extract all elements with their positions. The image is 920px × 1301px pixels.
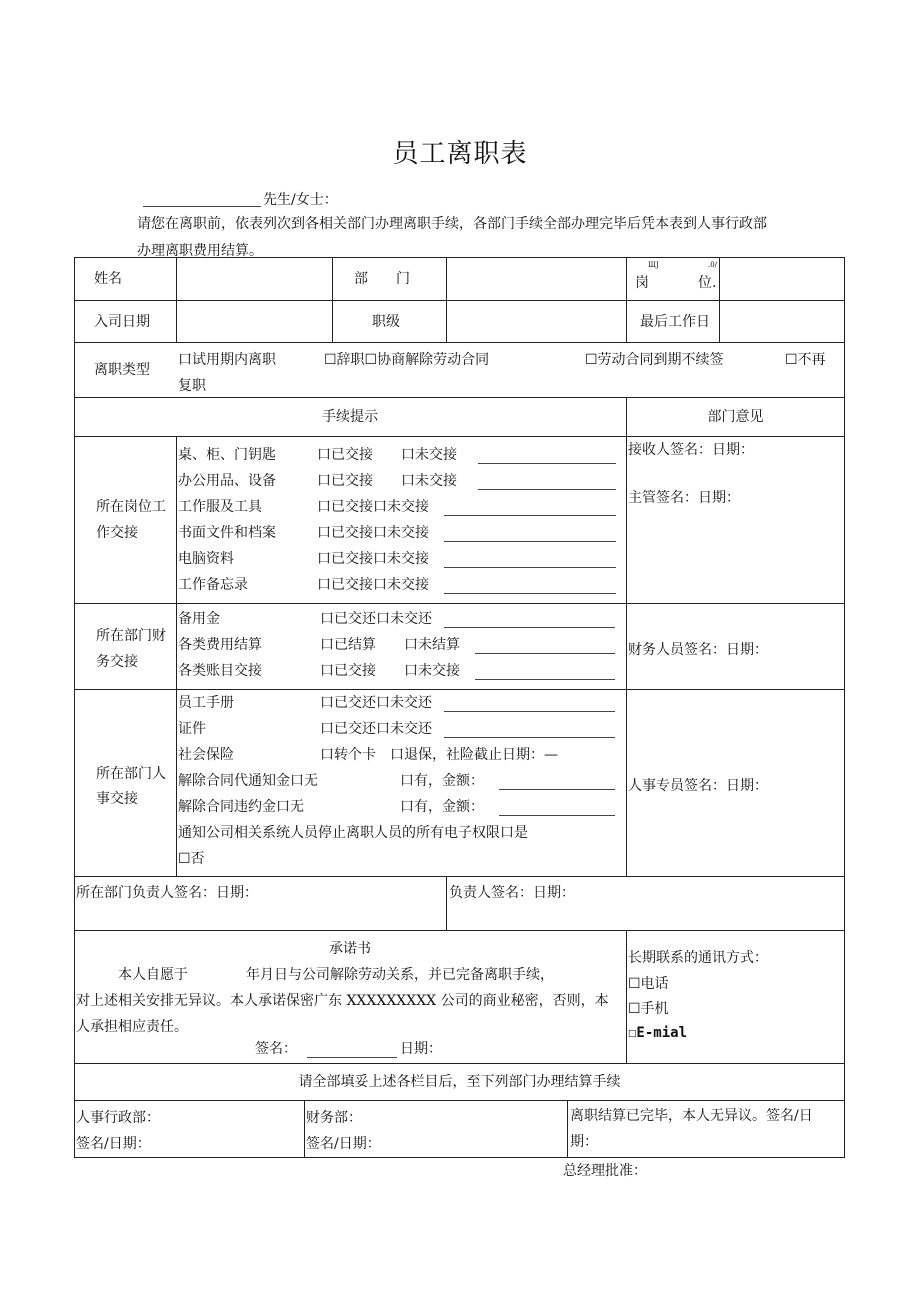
commitment-date-label: 日期： (400, 1041, 442, 1057)
list-item-status[interactable]: 口已交接口未交接 (317, 551, 429, 567)
list-item-status[interactable]: 口已交接口未交接 (317, 525, 429, 541)
list-item-status[interactable]: 口已交还口未交还 (320, 611, 432, 627)
sec2-label-a: 所在部门财 (96, 628, 166, 644)
hr-admin-title: 人事行政部： (76, 1110, 160, 1126)
list-item-name: 电脑资料 (178, 551, 234, 567)
notice-pay-amount[interactable] (499, 772, 615, 790)
revoke-access-text[interactable]: 通知公司相关系统人员停止离职人员的所有电子权限口是 (178, 825, 528, 841)
receiver-signature: 接收人签名：日期： (628, 442, 754, 458)
position-mark-1: ШJ (648, 261, 659, 269)
list-item-blank[interactable] (444, 576, 616, 594)
settlement-confirm: 离职结算已完毕，本人无异议。签名/日 (570, 1108, 813, 1124)
notice-pay-label[interactable]: 解除合同代通知金口无 (178, 773, 318, 789)
manual-blank[interactable] (444, 694, 615, 712)
list-item-blank[interactable] (444, 524, 616, 542)
name-label: 姓名 (94, 271, 122, 287)
option-contract-expire[interactable]: ☐劳动合同到期不续签 (585, 352, 724, 368)
certificate-blank[interactable] (444, 720, 615, 738)
commitment-title: 承诺书 (329, 941, 371, 957)
sec1-label-b: 作交接 (96, 525, 138, 541)
notice-pay-status[interactable]: 口有，金额： (400, 773, 484, 789)
department-field[interactable] (447, 258, 626, 300)
penalty-amount[interactable] (499, 798, 615, 816)
list-item-status[interactable]: 口已交接 口未交接 (320, 663, 460, 679)
list-item-blank[interactable] (444, 498, 616, 516)
revoke-access-no[interactable]: ☐否 (178, 851, 205, 867)
list-item-name: 备用金 (178, 611, 220, 627)
list-item-blank[interactable] (444, 610, 615, 628)
social-insurance-status[interactable]: 口转个卡 口退保，社险截止日期：— (320, 747, 558, 763)
list-item-name: 桌、柜、门钥匙 (178, 447, 276, 463)
commitment-line-3: 人承担相应责任。 (76, 1019, 188, 1035)
list-item-blank[interactable] (475, 662, 615, 680)
sec1-label-a: 所在岗位工 (96, 499, 166, 515)
option-no-rehire[interactable]: ☐不再 (785, 352, 826, 368)
sec3-label-b: 事交接 (96, 791, 138, 807)
exit-form-table (74, 257, 845, 1158)
commitment-line-1b: 年月日与公司解除劳动关系，并已完备离职手续， (246, 967, 554, 983)
list-item-status[interactable]: 口已交接 口未交接 (317, 473, 457, 489)
intro-line-2: 办理离职费用结算。 (137, 243, 263, 259)
list-item-name: 各类费用结算 (178, 637, 262, 653)
commitment-sign-blank[interactable] (307, 1040, 397, 1058)
list-item-name: 办公用品、设备 (178, 473, 276, 489)
contact-phone[interactable]: ☐电话 (628, 976, 669, 992)
commitment-sign-label: 签名： (255, 1041, 297, 1057)
commitment-line-1a: 本人自愿于 (118, 967, 188, 983)
exit-type-label: 离职类型 (94, 362, 150, 378)
last-workday-field[interactable] (720, 301, 844, 342)
list-item-name: 各类账目交接 (178, 663, 262, 679)
contact-email[interactable]: ☐E-mial (628, 1025, 688, 1041)
gm-approval: 总经理批准： (563, 1163, 647, 1179)
level-field[interactable] (447, 301, 626, 342)
finance-dept-title: 财务部： (306, 1110, 362, 1126)
certificate-status[interactable]: 口已交还口未交还 (320, 721, 432, 737)
certificate-label: 证件 (178, 721, 206, 737)
position-field[interactable] (720, 258, 844, 300)
level-label: 职级 (372, 314, 400, 330)
list-item-name: 工作备忘录 (178, 577, 248, 593)
finance-signature: 财务人员签名：日期： (628, 642, 768, 658)
manual-status[interactable]: 口已交还口未交还 (320, 695, 432, 711)
settlement-confirm-cont: 期： (570, 1134, 598, 1150)
join-date-label: 入司日期 (94, 314, 150, 330)
name-blank[interactable] (143, 206, 261, 207)
option-resign-negotiate[interactable]: ☐辞职☐协商解除劳动合同 (324, 352, 490, 368)
finance-dept-sign: 签名/日期： (306, 1136, 381, 1152)
list-item-blank[interactable] (444, 550, 616, 568)
sec2-label-b: 务交接 (96, 654, 138, 670)
list-item-blank[interactable] (478, 446, 616, 464)
social-insurance-label: 社会保险 (178, 747, 234, 763)
supervisor-signature: 主管签名：日期： (628, 490, 740, 506)
penalty-status[interactable]: 口有，金额： (400, 799, 484, 815)
position-label-b: 位. (698, 275, 717, 291)
list-item-blank[interactable] (475, 636, 615, 654)
list-item-status[interactable]: 口已结算 口未结算 (320, 637, 460, 653)
contact-title: 长期联系的通讯方式： (628, 950, 768, 966)
position-mark-2: .0/ (708, 261, 718, 269)
position-label-a: 岗 (635, 275, 649, 291)
list-item-status[interactable]: 口已交接口未交接 (317, 577, 429, 593)
head-signature: 负责人签名：日期： (449, 885, 575, 901)
option-no-rehire-cont: 复职 (178, 378, 206, 394)
sec3-label-a: 所在部门人 (96, 766, 166, 782)
option-trial-period[interactable]: 口试用期内离职 (178, 352, 276, 368)
list-item-status[interactable]: 口已交接口未交接 (317, 499, 429, 515)
greeting: 先生/女士： (263, 192, 338, 208)
list-item-blank[interactable] (478, 472, 616, 490)
page-title: 员工离职表 (392, 139, 528, 169)
list-item-name: 书面文件和档案 (178, 525, 276, 541)
procedures-header: 手续提示 (322, 409, 378, 425)
contact-mobile[interactable]: ☐手机 (628, 1001, 669, 1017)
list-item-status[interactable]: 口已交接 口未交接 (317, 447, 457, 463)
penalty-label[interactable]: 解除合同违约金口无 (178, 799, 304, 815)
list-item-name: 工作服及工具 (178, 499, 262, 515)
join-date-field[interactable] (177, 301, 332, 342)
manual-label: 员工手册 (178, 695, 234, 711)
department-label: 部 门 (354, 271, 410, 287)
name-field[interactable] (177, 258, 332, 300)
opinion-header: 部门意见 (707, 409, 764, 425)
intro-line-1: 请您在离职前，依表列次到各相关部门办理离职手续，各部门手续全部办理完毕后凭本表到人事行政部 (137, 216, 767, 232)
dept-head-signature: 所在部门负责人签名：日期： (76, 885, 258, 901)
settlement-notice: 请全部填妥上述各栏目后，至下列部门办理结算手续 (298, 1074, 621, 1090)
last-workday-label: 最后工作日 (640, 314, 710, 330)
hr-specialist-signature: 人事专员签名：日期： (628, 778, 768, 794)
commitment-line-2: 对上述相关安排无异议。本人承诺保密广东 XXXXXXXXX 公司的商业秘密，否则，本 (76, 993, 609, 1009)
hr-admin-sign: 签名/日期： (76, 1136, 151, 1152)
